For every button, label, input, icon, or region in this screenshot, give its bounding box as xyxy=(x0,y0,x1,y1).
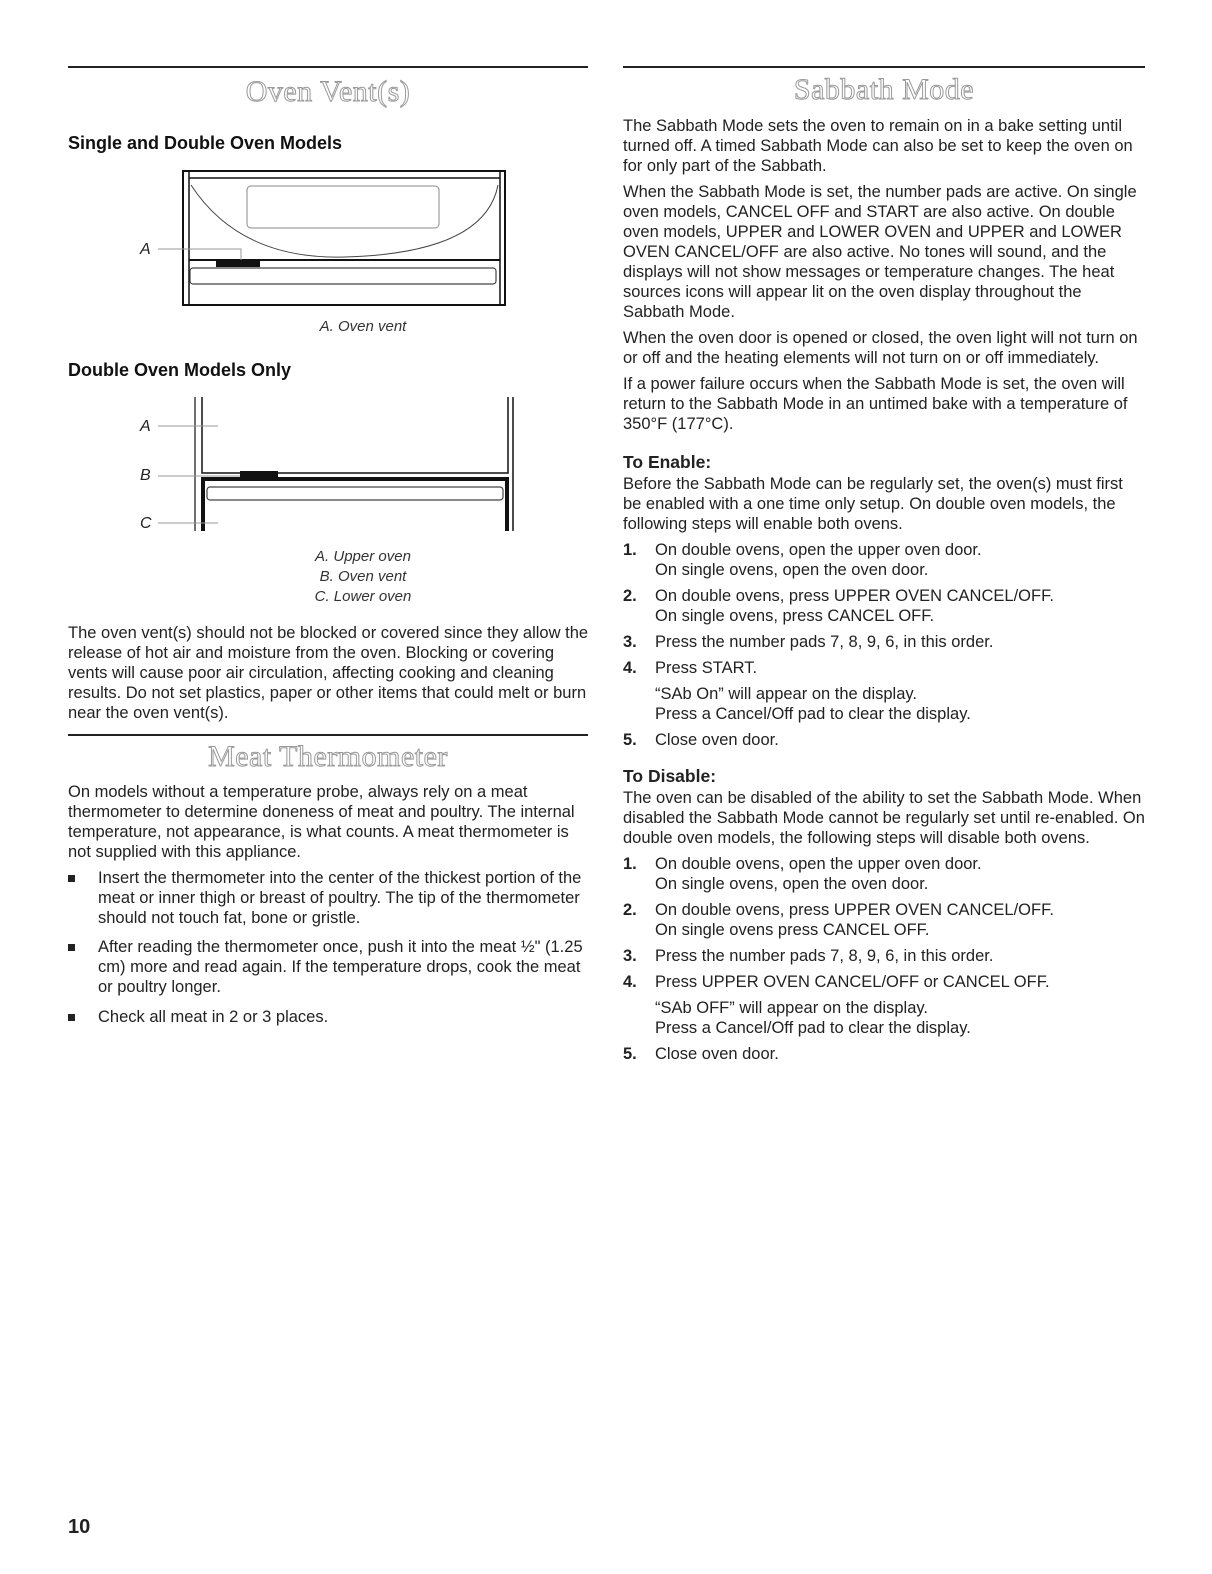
bullet-item: Insert the thermometer into the center of the thickest portion of the meat or inner thigh or breast of poultry. The tip of the thermometer should not touch fat, bone or gristle. xyxy=(68,868,590,928)
fig2-label-b: B xyxy=(140,467,151,484)
oven-vents-body: The oven vent(s) should not be blocked or covered since they allow the release of hot air and moisture from the oven. Blocking or covering vents will cause poor air circulation, affecting cooking and cleaning results. Do not set plastics, paper or other items that could melt or burn near the oven vent(s). xyxy=(68,624,589,722)
step-number: 3. xyxy=(623,947,637,965)
meat-thermometer-body: On models without a temperature probe, always rely on a meat thermometer to determine doneness of meat and poultry. The internal temperature, not appearance, is what counts. A meat thermometer is not supplied with this appliance. xyxy=(68,783,575,861)
step-text: On single ovens, open the oven door. xyxy=(655,561,929,579)
step-number: 5. xyxy=(623,731,637,749)
step-subtext: Press a Cancel/Off pad to clear the display. xyxy=(655,705,971,723)
step-item xyxy=(623,854,1145,894)
bullet-icon xyxy=(68,875,75,882)
sabbath-mode-title: Sabbath Mode xyxy=(793,73,975,106)
step-subtext: Press a Cancel/Off pad to clear the display. xyxy=(655,1019,971,1037)
disable-intro: The oven can be disabled of the ability to set the Sabbath Mode. When disabled the Sabbath Mode cannot be regularly set until re-enabled. On double oven models, the following steps will disable both ovens. xyxy=(623,789,1145,847)
step-item xyxy=(623,586,1145,626)
oven-vent-diagram-double xyxy=(130,395,520,535)
disable-heading: To Disable: xyxy=(623,766,717,786)
step-item xyxy=(623,900,1145,940)
step-text: Press START. xyxy=(655,659,758,677)
step-subtext: “SAb On” will appear on the display. xyxy=(655,685,917,703)
step-text: On single ovens, press CANCEL OFF. xyxy=(655,607,935,625)
step-item xyxy=(623,972,1145,1038)
bullet-item: Check all meat in 2 or 3 places. xyxy=(68,1007,590,1027)
step-text: On double ovens, open the upper oven door. xyxy=(655,855,982,873)
step-text: On double ovens, open the upper oven door. xyxy=(655,541,982,559)
oven-vents-title: Oven Vent(s) xyxy=(245,75,411,108)
step-item xyxy=(623,1044,1145,1064)
step-number: 4. xyxy=(623,973,637,991)
section-divider xyxy=(68,734,588,736)
oven-vent-diagram-single xyxy=(130,165,520,310)
fig2-label-a: A xyxy=(140,418,151,435)
section-divider xyxy=(623,66,1145,68)
single-double-subheading: Single and Double Oven Models xyxy=(68,133,343,153)
sabbath-para: If a power failure occurs when the Sabbath Mode is set, the oven will return to the Sabbath Mode in an untimed bake with a temperature of 350°F (177°C). xyxy=(623,375,1128,433)
step-text: Press the number pads 7, 8, 9, 6, in this order. xyxy=(655,633,994,651)
bullet-icon xyxy=(68,944,75,951)
fig2-caption-b: B. Oven vent xyxy=(319,568,407,585)
step-number: 2. xyxy=(623,587,637,605)
step-text: On single ovens press CANCEL OFF. xyxy=(655,921,930,939)
page-number: 10 xyxy=(68,1516,91,1538)
step-item xyxy=(623,658,1145,724)
step-text: On single ovens, open the oven door. xyxy=(655,875,929,893)
bullet-icon xyxy=(68,1014,75,1021)
section-divider xyxy=(68,66,588,68)
sabbath-para: The Sabbath Mode sets the oven to remain on in a bake setting until turned off. A timed Sabbath Mode can also be set to keep the oven on for only part of the Sabbath. xyxy=(623,117,1133,175)
fig2-caption-a: A. Upper oven xyxy=(315,548,411,565)
step-text: On double ovens, press UPPER OVEN CANCEL/OFF. xyxy=(655,901,1054,919)
sabbath-para: When the Sabbath Mode is set, the number pads are active. On single oven models, CANCEL OFF and START are also active. On double oven models, UPPER and LOWER OVEN and UPPER and LOWER OVEN CANCEL/OFF are also active. No tones will sound, and the displays will not show messages or temperature changes. The heat sources icons will appear lit on the oven display throughout the Sabbath Mode. xyxy=(623,183,1137,321)
step-text: Close oven door. xyxy=(655,1045,779,1063)
meat-thermometer-title: Meat Thermometer xyxy=(208,740,448,773)
step-number: 2. xyxy=(623,901,637,919)
enable-heading: To Enable: xyxy=(623,452,712,472)
fig2-label-c: C xyxy=(140,515,152,532)
fig1-caption: A. Oven vent xyxy=(319,318,407,335)
step-number: 4. xyxy=(623,659,637,677)
step-item xyxy=(623,730,1145,750)
step-text: On double ovens, press UPPER OVEN CANCEL/OFF. xyxy=(655,587,1054,605)
step-number: 3. xyxy=(623,633,637,651)
step-subtext: “SAb OFF” will appear on the display. xyxy=(655,999,928,1017)
disable-steps xyxy=(623,854,1145,1064)
fig2-caption-c: C. Lower oven xyxy=(314,588,412,605)
sabbath-content xyxy=(623,116,1145,1070)
step-text: Press UPPER OVEN CANCEL/OFF or CANCEL OFF. xyxy=(655,973,1050,991)
fig1-label-a: A xyxy=(140,241,151,258)
sabbath-para: When the oven door is opened or closed, the oven light will not turn on or off and the heating elements will not turn on or off immediately. xyxy=(623,329,1138,367)
double-only-subheading: Double Oven Models Only xyxy=(68,360,292,380)
step-item xyxy=(623,632,1145,652)
fig2-captions xyxy=(68,547,658,607)
step-number: 1. xyxy=(623,855,637,873)
enable-intro: Before the Sabbath Mode can be regularly set, the oven(s) must first be enabled with a one time only setup. On double oven models, the following steps will enable both ovens. xyxy=(623,475,1123,533)
step-item xyxy=(623,540,1145,580)
step-item xyxy=(623,946,1145,966)
step-text: Close oven door. xyxy=(655,731,779,749)
bullet-item: After reading the thermometer once, push it into the meat ½" (1.25 cm) more and read again. If the temperature drops, cook the meat or poultry longer. xyxy=(68,937,590,997)
step-number: 5. xyxy=(623,1045,637,1063)
step-number: 1. xyxy=(623,541,637,559)
enable-steps xyxy=(623,540,1145,750)
step-text: Press the number pads 7, 8, 9, 6, in this order. xyxy=(655,947,994,965)
